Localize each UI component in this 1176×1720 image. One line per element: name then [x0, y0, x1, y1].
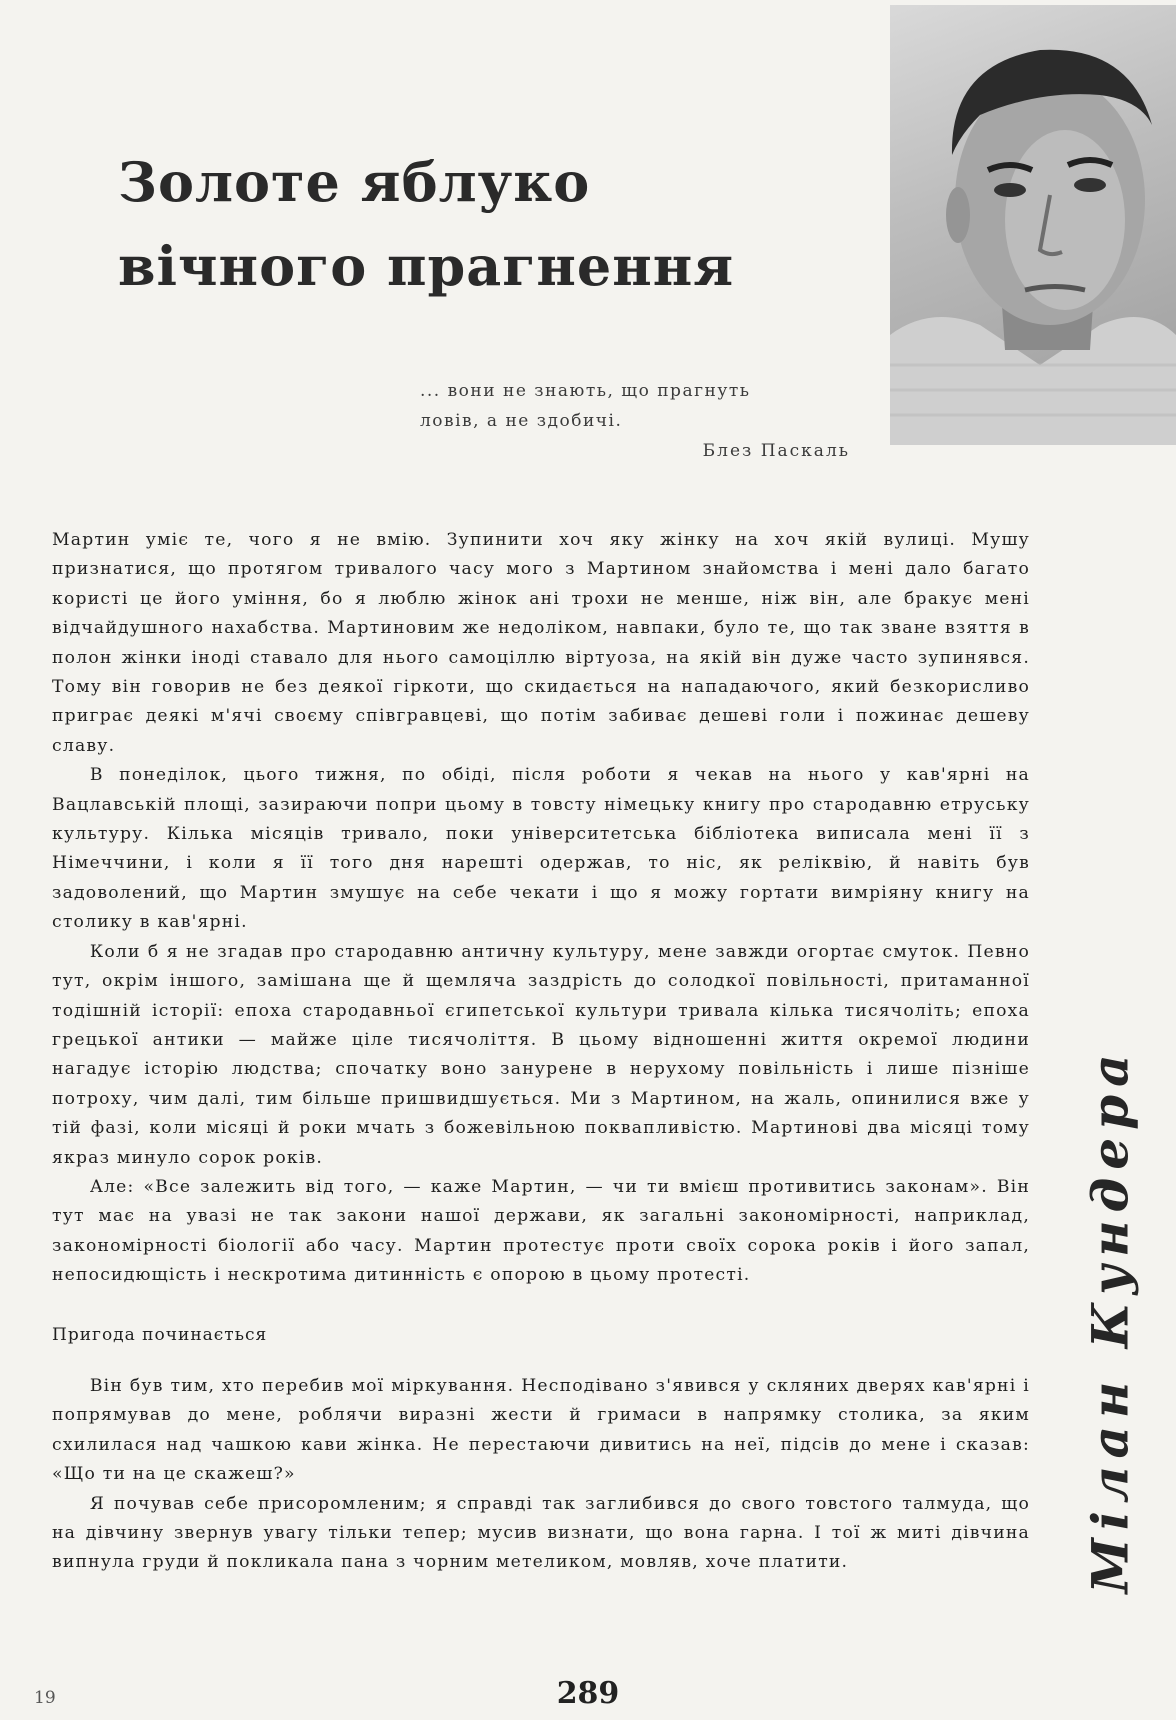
epigraph-line-2: ловів, а не здобичі. — [420, 411, 623, 431]
paragraph: Він був тим, хто перебив мої міркування. Несподівано з'явився у скляних дверях кав'ярні і попрямував до мене, роблячи виразні жести й гримаси в напрямку столика, за яким схилилася над чашкою кави жінка. Не перестаючи дивитись на неї, підсів до мене і сказав: «Що ти на це скажеш?» — [52, 1375, 1030, 1485]
author-name: Мілан Кундера — [1080, 1046, 1140, 1594]
signature-mark: 19 — [34, 1688, 56, 1708]
article-title — [118, 140, 738, 308]
section-heading: Пригода починається — [52, 1324, 268, 1345]
paragraph: Мартин уміє те, чого я не вмію. Зупинити хоч яку жінку на хоч якій вулиці. Мушу признатися, що протягом тривалого часу мого з Мартином знайомства і мені дало багато користі це його уміння, бо я люблю жінок ані трохи не менше, ніж він, але бракує мені відчайдушного нахабства. Мартиновим же недоліком, навпаки, було те, що так зване взяття в полон жінки іноді ставало для нього самоціллю віртуоза, на якій він дуже часто зупинявся. Тому він говорив не без деякої гіркоти, що скидається на нападаючого, який безкорисливо приграє деякі м'ячі своєму співгравцеві, що потім забиває дешеві голи і пожинає дешеву славу. — [52, 530, 1030, 756]
title-line-2: вічного прагнення — [118, 234, 735, 298]
paragraph: Коли б я не згадав про стародавню античну культуру, мене завжди огортає смуток. Певно тут, окрім іншого, замішана ще й щемляча заздрість до солодкої повільності, притаманної тодішній історії: епоха стародавньої єгипетської культури тривала кілька тисячоліть; епоха грецької антики — майже ціле тисячоліття. В цьому відношенні життя окремої людини нагадує історію людства; спочатку воно занурене в нерухому повільність і лише пізніше потроху, чим далі, тим більше пришвидшується. Ми з Мартином, на жаль, опинилися вже у тій фазі, коли місяці й роки мчать з божевільною поквапливістю. Мартинові два місяці тому якраз минуло сорок років. — [52, 941, 1030, 1168]
epigraph-author: Блез Паскаль — [702, 441, 850, 461]
paragraph: Але: «Все залежить від того, — каже Мартин, — чи ти вмієш противитись законам». Він тут має на увазі не так закони нашої держави, як загальні закономірності, наприклад, закономірності біології або часу. Мартин протестує проти своїх сорока років і його запал, непосидющість і нескротима дитинність є опорою в цьому протесті. — [52, 1176, 1030, 1286]
paragraph: Я почував себе присоромленим; я справді так заглибився до свого товстого талмуда, що на дівчину звернув увагу тільки тепер; мусив визнати, що вона гарна. І тої ж миті дівчина випнула груди й покликала пана з чорним метеликом, мовляв, хоче платити. — [52, 1493, 1030, 1573]
page-number: 289 — [556, 1676, 620, 1711]
author-portrait-photo — [890, 5, 1176, 445]
article-body — [52, 526, 1030, 1578]
author-name-vertical — [1060, 1000, 1160, 1640]
paragraph: В понеділок, цього тижня, по обіді, після роботи я чекав на нього у кав'ярні на Вацлавській площі, зазираючи попри цьому в товсту німецьку книгу про стародавню етруську культуру. Кілька місяців тривало, поки університетська бібліотека виписала мені її з Німеччини, і коли я її того дня нарешті одержав, то ніс, як реліквію, й навіть був задоволений, що Мартин змушує на себе чекати і що я можу гортати вимріяну книгу на столику в кав'ярні. — [52, 765, 1030, 933]
epigraph-line-1: ... вони не знають, що прагнуть — [420, 381, 751, 401]
author-portrait-icon — [890, 5, 1176, 445]
epigraph — [420, 376, 880, 466]
title-line-1: Золоте яблуко — [118, 150, 591, 214]
